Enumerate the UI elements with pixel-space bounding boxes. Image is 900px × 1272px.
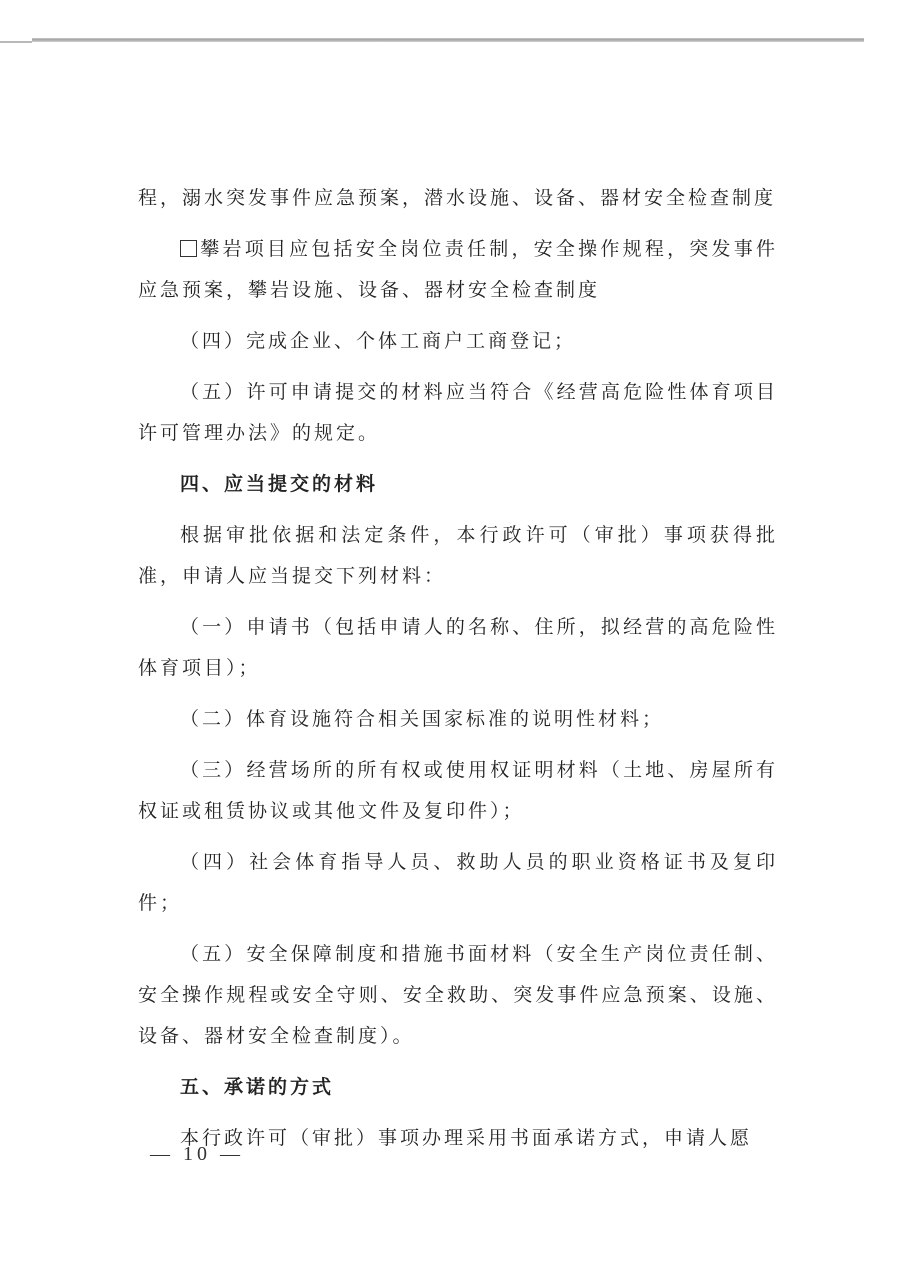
paragraph-material-2: （二）体育设施符合相关国家标准的说明性材料； bbox=[180, 708, 665, 730]
paragraph-condition-4: （四）完成企业、个体工商户工商登记； bbox=[180, 330, 577, 352]
paragraph-diving-continuation: 程，溺水突发事件应急预案，潜水设施、设备、器材安全检查制度 bbox=[138, 187, 777, 209]
document-body bbox=[138, 178, 778, 1169]
paragraph-climbing-text: 攀岩项目应包括安全岗位责任制，安全操作规程，突发事件应急预案，攀岩设施、设备、器材安全检查制度 bbox=[138, 238, 778, 301]
paragraph-commitment: 本行政许可（审批）事项办理采用书面承诺方式，申请人愿 bbox=[180, 1127, 753, 1149]
scan-edge-mark-left bbox=[0, 41, 32, 43]
page-number: — 10 — bbox=[150, 1143, 244, 1165]
checkbox-icon[interactable] bbox=[180, 240, 197, 257]
section-heading-materials: 四、应当提交的材料 bbox=[180, 473, 379, 495]
paragraph-condition-5: （五）许可申请提交的材料应当符合《经营高危险性体育项目许可管理办法》的规定。 bbox=[138, 381, 778, 444]
paragraph-materials-intro: 根据审批依据和法定条件，本行政许可（审批）事项获得批准，申请人应当提交下列材料： bbox=[138, 524, 778, 587]
scan-edge-line bbox=[32, 38, 864, 42]
paragraph-material-5: （五）安全保障制度和措施书面材料（安全生产岗位责任制、安全操作规程或安全守则、安全救助、突发事件应急预案、设施、设备、器材安全检查制度）。 bbox=[138, 943, 778, 1047]
paragraph-material-1: （一）申请书（包括申请人的名称、住所，拟经营的高危险性体育项目）； bbox=[138, 616, 778, 679]
paragraph-climbing bbox=[138, 229, 778, 311]
paragraph-material-3: （三）经营场所的所有权或使用权证明材料（土地、房屋所有权证或租赁协议或其他文件及复印件）； bbox=[138, 759, 778, 822]
paragraph-material-4: （四）社会体育指导人员、救助人员的职业资格证书及复印件； bbox=[138, 851, 778, 914]
section-heading-commitment: 五、承诺的方式 bbox=[180, 1076, 335, 1098]
